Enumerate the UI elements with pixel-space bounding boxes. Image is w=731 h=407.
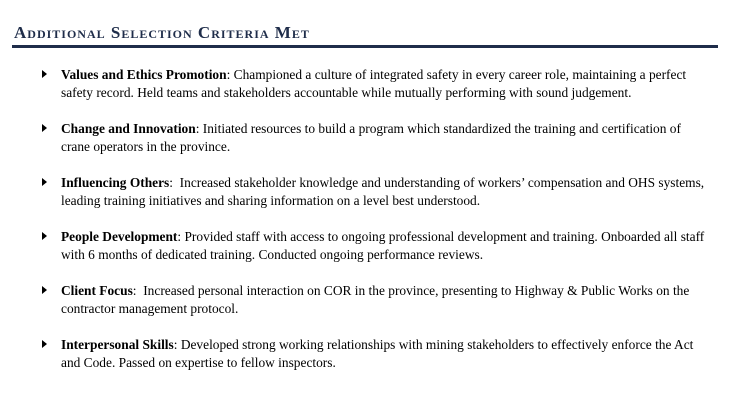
criteria-item-interpersonal-skills (42, 336, 712, 372)
criteria-item-influencing-others (42, 174, 712, 210)
criteria-separator: : (173, 337, 181, 352)
criteria-name: Values and Ethics Promotion (61, 67, 227, 82)
triangle-bullet-icon (42, 178, 47, 186)
criteria-separator: : (169, 175, 180, 190)
criteria-text: Championed a culture of integrated safety in every career role, maintaining a perfect safety record. Held teams and stakeholders accountable while mutually performing with sound judgement. (61, 67, 687, 100)
header-rule (12, 45, 718, 48)
criteria-separator: : (195, 121, 203, 136)
triangle-bullet-icon (42, 70, 47, 78)
criteria-name: Change and Innovation (61, 121, 196, 136)
criteria-item-change-innovation (42, 120, 712, 156)
criteria-item-values-ethics (42, 66, 712, 102)
triangle-bullet-icon (42, 286, 47, 294)
criteria-item-client-focus (42, 282, 712, 318)
section-title: Additional Selection Criteria Met (14, 23, 310, 42)
criteria-item-people-development (42, 228, 712, 264)
triangle-bullet-icon (42, 124, 47, 132)
criteria-text: Increased personal interaction on COR in the province, presenting to Highway & Public Works on the contractor management protocol. (61, 283, 690, 316)
criteria-name: Interpersonal Skills (61, 337, 174, 352)
criteria-name: Client Focus (61, 283, 133, 298)
criteria-list (42, 66, 712, 390)
criteria-text: Initiated resources to build a program which standardized the training and certification of crane operators in the province. (61, 121, 681, 154)
criteria-text: Provided staff with access to ongoing professional development and training. Onboarded all staff with 6 months of dedicated training. Conducted ongoing performance reviews. (61, 229, 705, 262)
criteria-separator: : (226, 67, 234, 82)
criteria-name: People Development (61, 229, 178, 244)
criteria-separator: : (177, 229, 185, 244)
triangle-bullet-icon (42, 232, 47, 240)
criteria-text: Developed strong working relationships with mining stakeholders to effectively enforce the Act and Code. Passed on expertise to fellow inspectors. (61, 337, 694, 370)
section-header (12, 22, 718, 48)
criteria-text: Increased stakeholder knowledge and understanding of workers’ compensation and OHS systems, leading training initiatives and sharing information on a level best understood. (61, 175, 705, 208)
criteria-name: Influencing Others (61, 175, 170, 190)
criteria-separator: : (132, 283, 144, 298)
triangle-bullet-icon (42, 340, 47, 348)
